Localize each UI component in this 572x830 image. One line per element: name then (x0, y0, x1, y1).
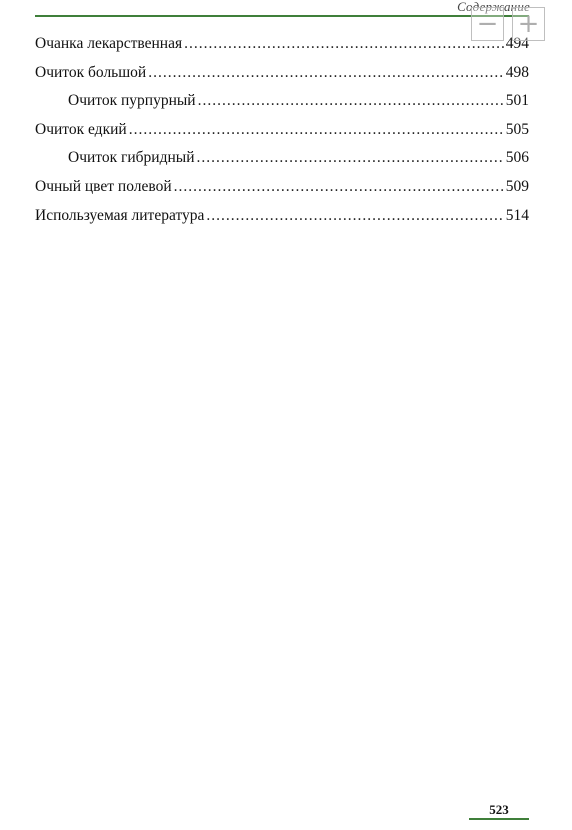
toc-entry[interactable] (35, 59, 529, 88)
table-of-contents (35, 30, 529, 230)
header-rule (35, 15, 529, 17)
toc-entry-page: 506 (505, 149, 529, 167)
toc-entry[interactable] (35, 116, 529, 145)
toc-leader-dots (129, 116, 504, 145)
toc-entry-title: Очиток едкий (35, 120, 127, 138)
toc-leader-dots (184, 30, 504, 59)
toc-entry[interactable] (35, 202, 529, 231)
toc-entry-title: Очанка лекарственная (35, 35, 183, 52)
toc-subentry[interactable] (35, 87, 529, 116)
toc-leader-dots (196, 144, 503, 173)
toc-leader-dots (148, 59, 504, 88)
toc-entry-page: 509 (505, 177, 529, 195)
toc-entry-title: Очиток большой (35, 63, 147, 81)
toc-entry-page: 505 (505, 120, 529, 138)
toc-entry-title: Очиток гибридный (68, 149, 195, 167)
toc-entry-title: Очиток пурпурный (68, 92, 196, 110)
running-head: Содержание (457, 0, 530, 14)
toc-entry-page: 501 (505, 92, 529, 110)
toc-entry[interactable] (35, 173, 529, 202)
zoom-in-button[interactable]: + (512, 7, 545, 41)
toc-leader-dots (174, 173, 504, 202)
zoom-controls (471, 7, 553, 45)
page-number: 523 (489, 802, 509, 817)
toc-entry-page: 498 (505, 63, 529, 81)
toc-leader-dots (198, 87, 504, 116)
toc-entry[interactable] (35, 30, 529, 59)
toc-entry-page: 514 (505, 206, 529, 224)
toc-leader-dots (206, 202, 503, 231)
footer-rule (469, 818, 529, 820)
toc-subentry[interactable] (35, 144, 529, 173)
toc-entry-page: 494 (505, 35, 529, 52)
toc-entry-title: Очный цвет полевой (35, 177, 172, 195)
toc-entry-title: Используемая литература (35, 206, 205, 224)
zoom-out-button[interactable]: − (471, 7, 504, 41)
